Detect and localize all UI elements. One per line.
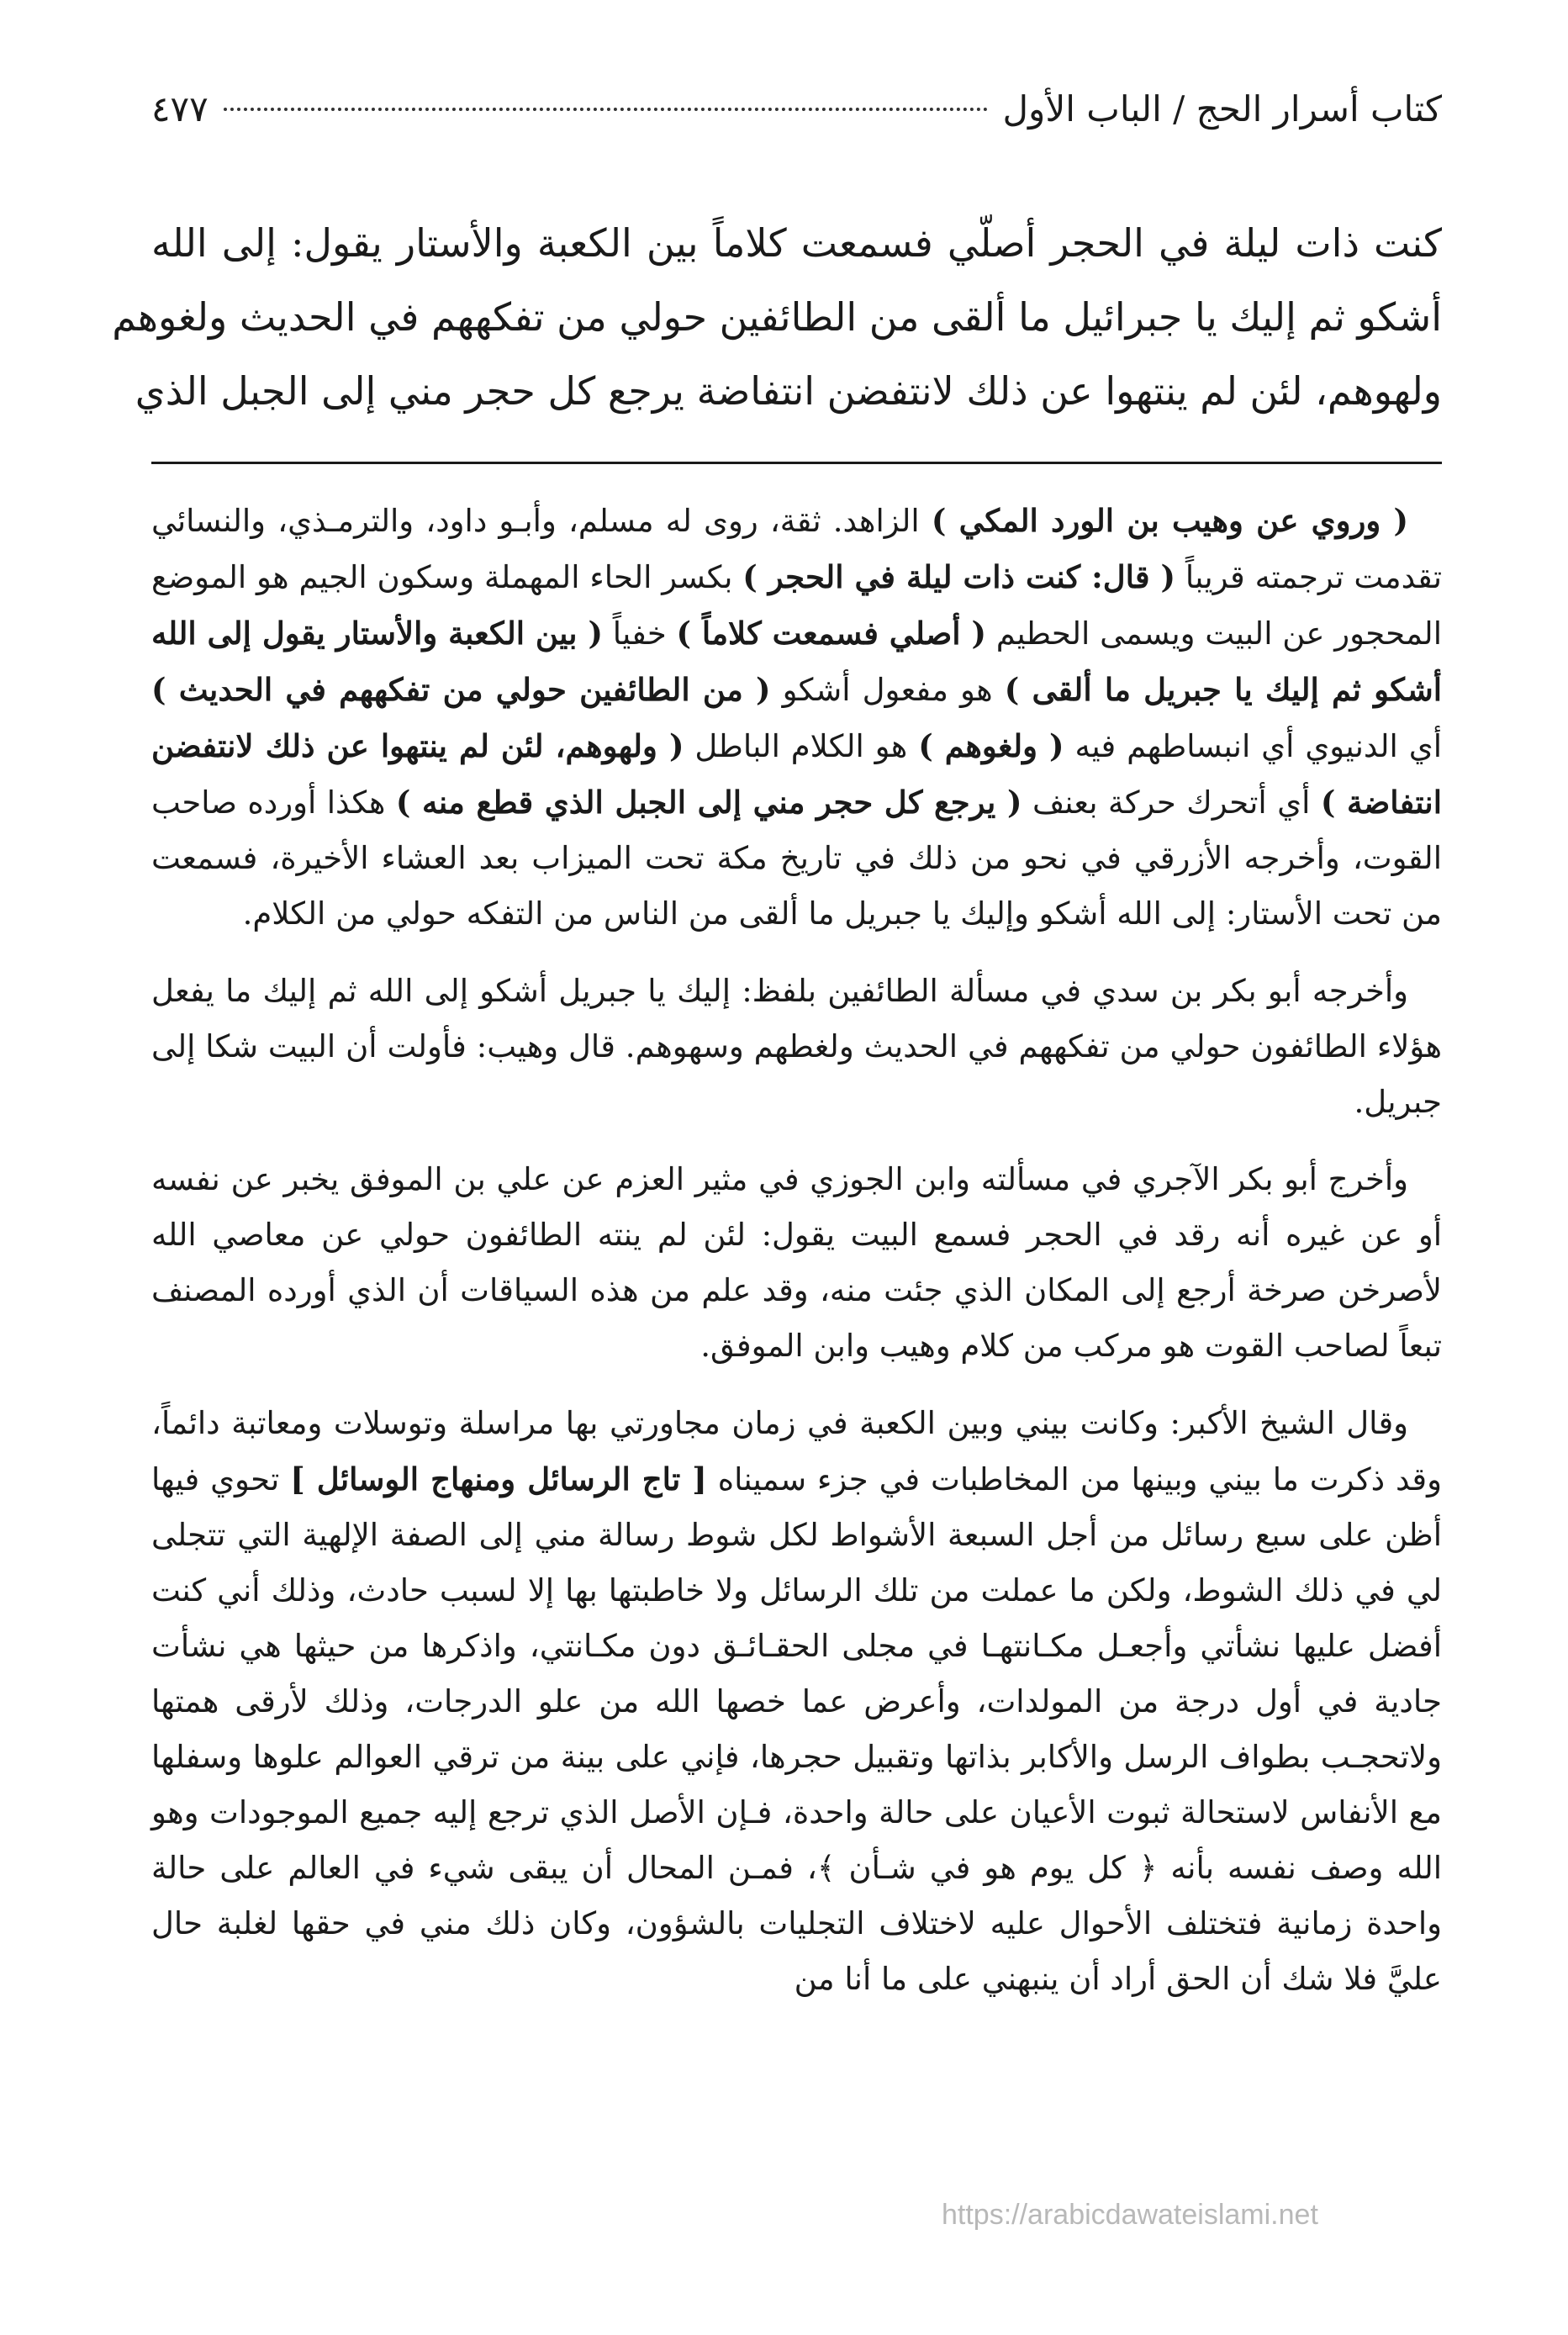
commentary-text: بكسر الحاء المهملة وسكون الجيم هو الموضع المحجور عن البيت ويسمى الحطيم [151,559,1442,652]
commentary-paragraph [151,493,1442,942]
commentary-paragraph: وأخرج أبو بكر الآجري في مسألته وابن الجوزي في مثير العزم عن علي بن الموفق يخبر عن نفسه أو عن غيره أنه رقد في الحجر فسمع البيت يقول: لئن لم ينته الطائفون حولي عن معاصي الله لأصرخن صرخة أرجع إلى المكان الذي جئت منه، وقد علم من هذه السياقات أن الذي أورده المصنف تبعاً لصاحب القوت هو مركب من كلام وهيب وابن الموفق. [151,1161,1442,1364]
quoted-text: ( بين الكعبة والأستار يقول إلى الله أشكو ثم إليك يا جبريل ما ألقى ) [151,615,1443,708]
quoted-text: ( قال: كنت ذات ليلة في الحجر ) [742,558,1176,595]
quoted-text: ( أصلي فسمعت كلاماً ) [676,615,986,652]
quoted-text: ( ولهوهم، لئن لم ينتهوا عن ذلك لانتفضن انتفاضة ) [151,727,1442,821]
commentary-paragraph [151,1396,1442,2007]
commentary-paragraph: وأخرجه أبو بكر بن سدي في مسألة الطائفين بلفظ: إليك يا جبريل أشكو إلى الله ثم إليك ما يفعل هؤلاء الطائفون حولي من تفكههم في الحديث ولغطهم وسهوهم. قال وهيب: فأولت أن البيت شكا إلى جبريل. [151,973,1442,1120]
book-page [112,80,1443,2029]
book-title: كتاب أسرار الحج / الباب الأول [1002,88,1442,129]
watermark-url: https://arabicdawateislami.net [942,2199,1318,2231]
footnote-divider [151,462,1442,464]
running-head [151,80,1442,139]
commentary-text: أي أتحرك حركة بعنف [1022,784,1321,821]
quoted-text: ( وروي عن وهيب بن الورد المكي ) [931,502,1408,539]
main-text-line: ولهوهم، لئن لم ينتهوا عن ذلك لانتفضن انتفاضة يرجع كل حجر مني إلى الجبل الذي [135,368,1442,414]
main-text [112,206,1442,428]
commentary-text: هو مفعول أشكو [770,672,1005,708]
quoted-text: ( من الطائفين حولي من تفكههم في الحديث ) [151,671,771,708]
page-number: ٤٧٧ [151,88,209,129]
commentary-text: خفياً [602,615,677,652]
commentary-text: الزاهد. ثقة، روى له مسلم، وأبـو داود، والترمـذي، والنسائي تقدمت ترجمته قريباً [151,503,1443,595]
quoted-text: [ تاج الرسائل ومنهاج الوسائل ] [290,1461,707,1498]
commentary [151,493,1442,2007]
commentary-text: تحوي فيها أظن على سبع رسائل من أجل السبعة الأشواط لكل شوط رسالة مني إلى الصفة الإلهية التي تتجلى لي في ذلك الشوط، ولكن ما عملت من تلك الرسائل ولا خاطبتها بها إلا لسبب حادث، وذلك أني كنت أفضل عليها نشأتي وأجعـل مكـانتهـا في مجلى الحقـائـق دون مكـانتي، واذكرها من حيثها هي نشأت جادية في أول درجة من المولدات، وأعرض عما خصها الله من علو الدرجات، وذلك لأرقى همتها ولاتحجـب بطواف الرسل والأكابر بذاتها وتقبيل حجرها، فإني على بينة من ترقي العوالم علوها وسفلها مع الأنفاس لاستحالة ثبوت الأعيان على حالة واحدة، فـإن الأصل الذي ترجع إليه جميع الموجودات وهو الله وصف نفسه بأنه ﴿ كل يوم هو في شـأن ﴾، فمـن المحال أن يبقى شيء في العالم على حالة واحدة زمانية فتختلف الأحوال عليه لاختلاف التجليات بالشؤون، وكان ذلك مني في حقها لغلبة حال عليَّ فلا شك أن الحق أراد أن ينبهني على ما أنا من [151,1461,1442,1997]
quoted-text: ( يرجع كل حجر مني إلى الجبل الذي قطع منه ) [395,784,1022,821]
dotted-leader [224,108,988,111]
commentary-text: هو الكلام الباطل [684,728,919,764]
main-text-line: أشكو ثم إليك يا جبرائيل ما ألقى من الطائفين حولي من تفكههم في الحديث ولغوهم [112,294,1442,340]
main-text-line: كنت ذات ليلة في الحجر أصلّي فسمعت كلاماً بين الكعبة والأستار يقول: إلى الله [151,220,1442,266]
commentary-text: أي الدنيوي أي انبساطهم فيه [1064,728,1442,764]
commentary-text: هكذا أورده صاحب القوت، وأخرجه الأزرقي في نحو من ذلك في تاريخ مكة تحت الميزاب بعد العشاء الأخيرة، فسمعت من تحت الأستار: إلى الله أشكو وإليك يا جبريل ما ألقى من الناس من التفكه حولي من الكلام. [151,784,1442,932]
commentary-text: وقال الشيخ الأكبر: وكانت بيني وبين الكعبة في زمان مجاورتي بها مراسلة وتوسلات ومعاتبة دائماً، وقد ذكرت ما بيني وبينها من المخاطبات في جزء سميناه [151,1405,1442,1498]
quoted-text: ( ولغوهم ) [918,727,1064,764]
